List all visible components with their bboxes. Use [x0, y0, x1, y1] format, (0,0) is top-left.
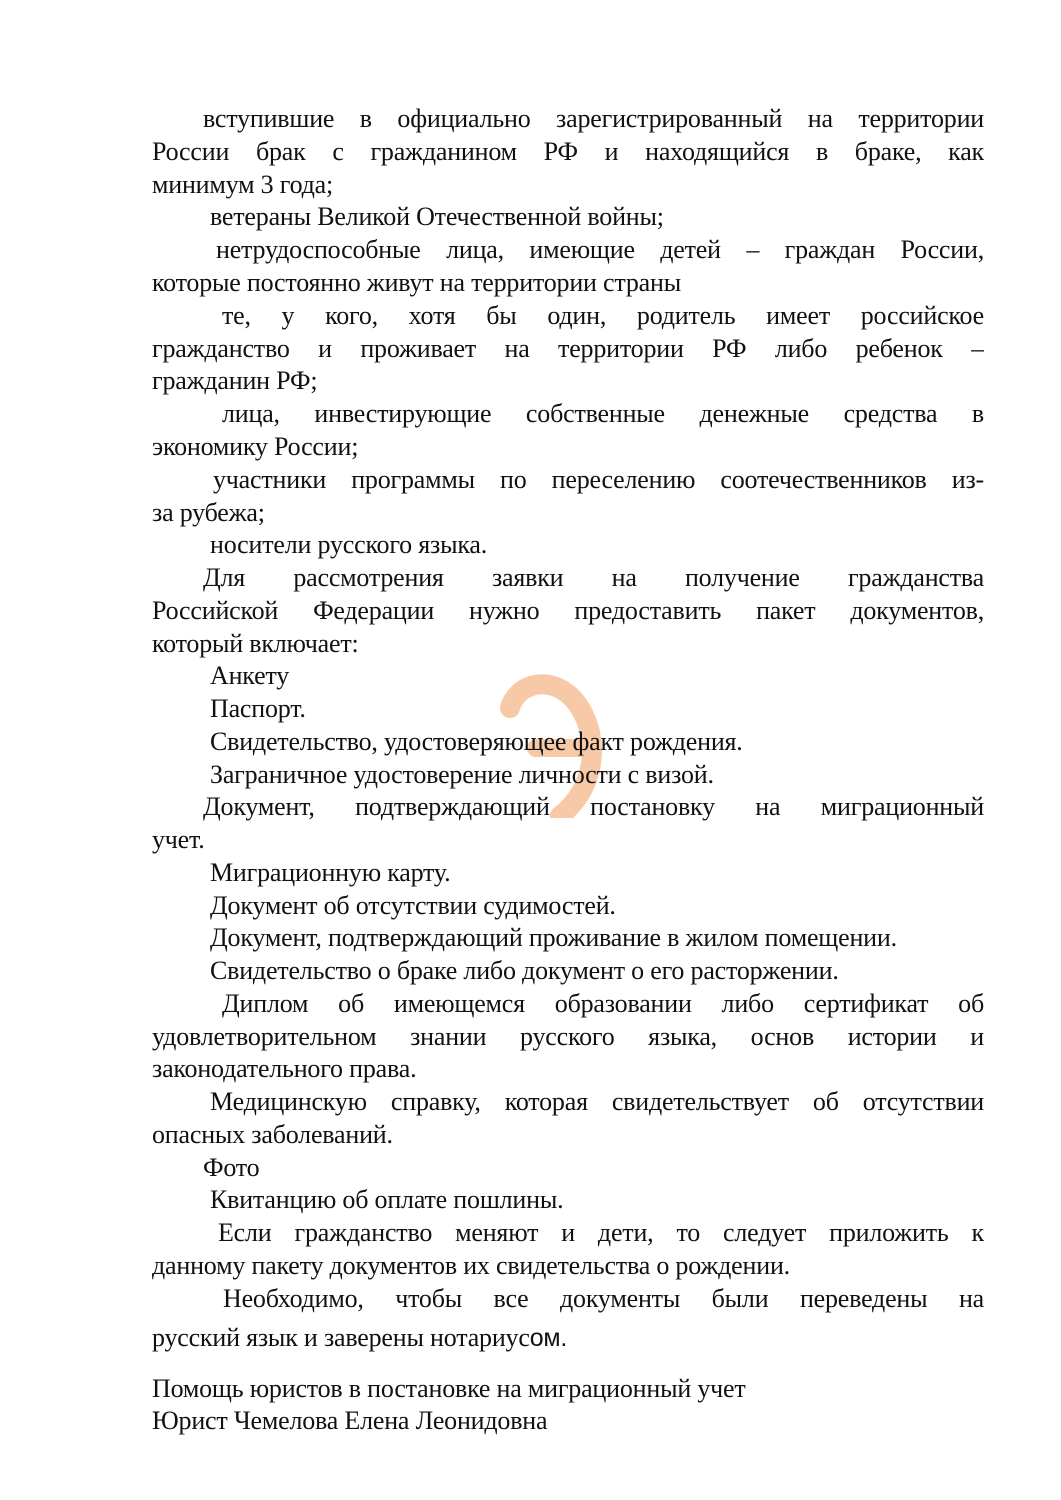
paragraph-line: вступившие в официально зарегистрированный на территории [203, 104, 984, 133]
paragraph-line: минимум 3 года; [152, 170, 334, 199]
paragraph-line: России брак с гражданином РФ и находящийся в браке, как [152, 137, 984, 166]
paragraph-line: опасных заболеваний. [152, 1120, 393, 1149]
paragraph-line: Фото [203, 1153, 260, 1182]
paragraph-line: ветераны Великой Отечественной войны; [210, 202, 664, 231]
paragraph-line: удовлетворительном знании русского языка, основ истории и [152, 1022, 984, 1051]
paragraph-line: Квитанцию об оплате пошлины. [210, 1185, 564, 1214]
paragraph-line: Миграционную карту. [210, 858, 451, 887]
paragraph-line: за рубежа; [152, 498, 265, 527]
paragraph-line: Если гражданство меняют и дети, то следует приложить к [218, 1218, 984, 1247]
paragraph-line: который включает: [152, 629, 359, 658]
paragraph-line: Российской Федерации нужно предоставить пакет документов, [152, 596, 984, 625]
paragraph-line-last [152, 1322, 984, 1354]
paragraph-line: Необходимо, чтобы все документы были переведены на [223, 1284, 984, 1313]
paragraph-line: Свидетельство, удостоверяющее факт рождения. [210, 727, 743, 756]
paragraph-line: Медицинскую справку, которая свидетельствует об отсутствии [210, 1087, 984, 1116]
last-line-tail-text: ом. [529, 1324, 568, 1352]
paragraph-line: Анкету [210, 661, 290, 690]
paragraph-line: Паспорт. [210, 694, 306, 723]
footer-service-line: Помощь юристов в постановке на миграционный учет [152, 1374, 746, 1403]
paragraph-line: участники программы по переселению соотечественников из- [213, 465, 984, 494]
paragraph-line: Документ, подтверждающий проживание в жилом помещении. [210, 923, 897, 952]
paragraph-line: данному пакету документов их свидетельства о рождении. [152, 1251, 790, 1280]
paragraph-line: гражданство и проживает на территории РФ либо ребенок – [152, 334, 984, 363]
paragraph-line: те, у кого, хотя бы один, родитель имеет российское [222, 301, 984, 330]
paragraph-line: гражданин РФ; [152, 366, 318, 395]
paragraph-line: Диплом об имеющемся образовании либо сертификат об [222, 989, 984, 1018]
paragraph-line: Документ об отсутствии судимостей. [210, 891, 616, 920]
paragraph-line: законодательного права. [152, 1054, 417, 1083]
paragraph-line: экономику России; [152, 432, 359, 461]
paragraph-line: носители русского языка. [210, 530, 488, 559]
last-line-main-text: русский язык и заверены нотариус [152, 1323, 530, 1352]
paragraph-line: Для рассмотрения заявки на получение гражданства [203, 563, 984, 592]
paragraph-line: Свидетельство о браке либо документ о его расторжении. [210, 956, 839, 985]
paragraph-line: Документ, подтверждающий постановку на миграционный [203, 792, 984, 821]
paragraph-line: лица, инвестирующие собственные денежные средства в [222, 399, 984, 428]
paragraph-line: учет. [152, 825, 205, 854]
paragraph-line: которые постоянно живут на территории страны [152, 268, 681, 297]
paragraph-line: Заграничное удостоверение личности с визой. [210, 760, 714, 789]
footer-lawyer-name: Юрист Чемелова Елена Леонидовна [152, 1406, 548, 1435]
paragraph-line: нетрудоспособные лица, имеющие детей – граждан России, [216, 235, 984, 264]
